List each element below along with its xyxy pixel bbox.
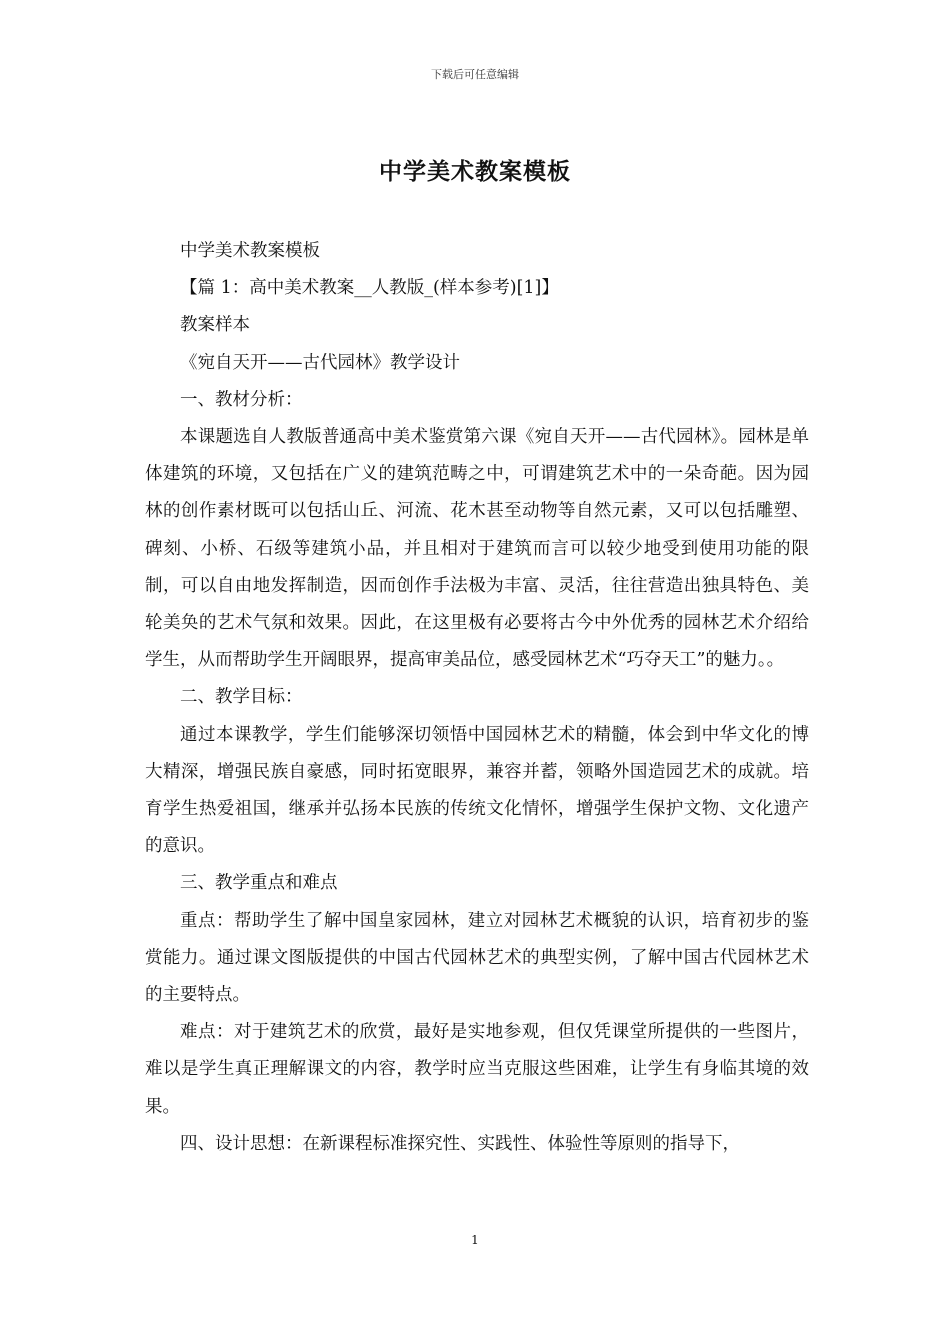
paragraph-key-point: 重点：帮助学生了解中国皇家园林，建立对园林艺术概貌的认识，培育初步的鉴赏能力。通过课文图版提供的中国古代园林艺术的典型实例，了解中国古代园林艺术的主要特点。	[145, 910, 809, 1006]
paragraph-goals: 通过本课教学，学生们能够深切领悟中国园林艺术的精髓，体会到中华文化的博大精深，增强民族自豪感，同时拓宽眼界，兼容并蓄，领略外国造园艺术的成就。培育学生热爱祖国，继承并弘扬本民族的传统文化情怀，增强学生保护文物、文化遗产的意识。	[145, 724, 809, 857]
paragraph-lesson-title: 《宛自天开——古代园林》教学设计	[180, 352, 460, 373]
paragraph-label: 教案样本	[180, 315, 250, 336]
header-note: 下载后可任意编辑	[431, 68, 519, 81]
section-heading-key-points: 三、教学重点和难点	[180, 873, 338, 894]
paragraph-analysis: 本课题选自人教版普通高中美术鉴赏第六课《宛自天开——古代园林》。园林是单体建筑的环境，又包括在广义的建筑范畴之中，可谓建筑艺术中的一朵奇葩。因为园林的创作素材既可以包括山丘、河流、花木甚至动物等自然元素，又可以包括雕塑、碑刻、小桥、石级等建筑小品，并且相对于建筑而言可以较少地受到使用功能的限制，可以自由地发挥制造，因而创作手法极为丰富、灵活，往往营造出独具特色、美轮美奂的艺术气氛和效果。因此，在这里极有必要将古今中外优秀的园林艺术介绍给学生，从而帮助学生开阔眼界，提高审美品位，感受园林艺术“巧夺天工”的魅力。。	[145, 427, 809, 671]
paragraph-source: 【篇 1：高中美术教案__人教版_(样本参考)[1]】	[180, 278, 559, 299]
document-body	[145, 233, 809, 1163]
page-number: 1	[471, 1233, 479, 1247]
paragraph-design-idea: 四、设计思想：在新课程标准探究性、实践性、体验性等原则的指导下，	[180, 1133, 740, 1154]
paragraph-difficulty: 难点：对于建筑艺术的欣赏，最好是实地参观，但仅凭课堂所提供的一些图片，难以是学生真正理解课文的内容，教学时应当克服这些困难，让学生有身临其境的效果。	[145, 1022, 809, 1117]
section-heading-goals: 二、教学目标：	[180, 687, 303, 708]
section-heading-analysis: 一、教材分析：	[180, 389, 303, 410]
document-title: 中学美术教案模板	[379, 158, 571, 185]
paragraph-subtitle: 中学美术教案模板	[180, 241, 320, 261]
